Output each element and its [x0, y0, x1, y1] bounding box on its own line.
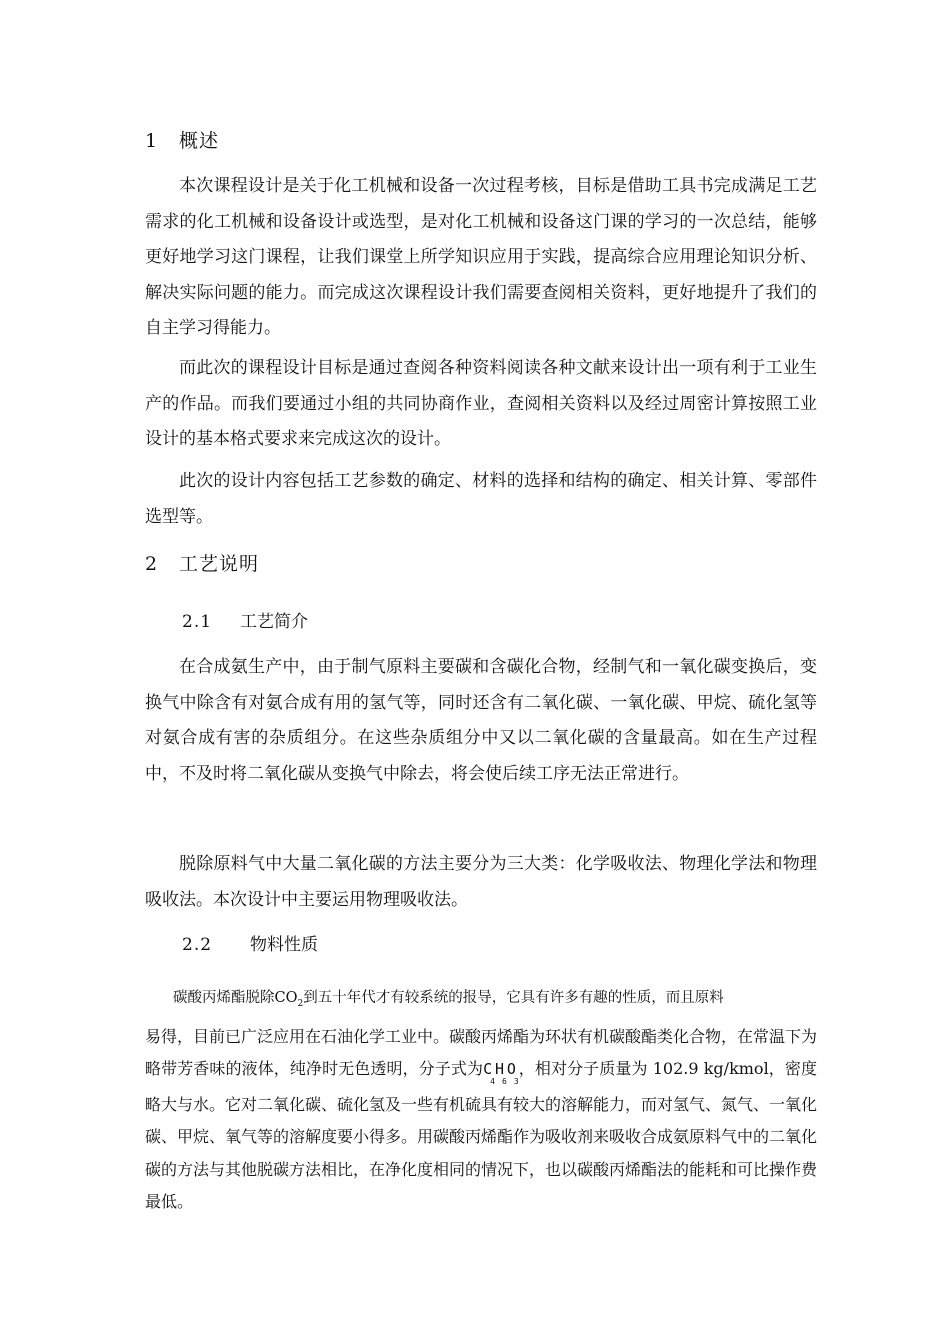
co2-formula: $CO_2$: [274, 990, 304, 1009]
subsection-number: 2.2: [182, 935, 213, 955]
paragraph: 在合成氨生产中，由于制气原料主要碳和含碳化合物，经制气和一氧化碳变换后，变换气中除含有对氨合成有用的氢气等，同时还含有二氧化碳、一氧化碳、甲烷、硫化氢等对氨合成有害的杂质组分。在这些杂质组分中又以二氧化碳的含量最高。如在生产过程中，不及时将二氧化碳从变换气中除去，将会使后续工序无法正常进行。: [145, 657, 817, 784]
paragraph: 此次的设计内容包括工艺参数的确定、材料的选择和结构的确定、相关计算、零部件选型等。: [145, 471, 817, 527]
paragraph-material-properties: 碳酸丙烯酯脱除$CO_2$到五十年代才有较系统的报导，它具有许多有趣的性质，而且原料 易得，目前已广泛应用在石油化学工业中。碳酸丙烯酯为环状有机碳酸酯类化合物，在常温下为略带芳香味的液体，纯净时无色透明，分子式为$C_4H_6O_3$，相对分子质量为 102.9 kg/kmol，密度略大与水。它对二氧化碳、硫化氢及一些有机硫具有较大的溶解能力，而对氢气、氮气、一氧化碳、甲烷、氧气等的溶解度要小得多。用碳酸丙烯酯作为吸收剂来吸收合成氨原料气中的二氧化碳的方法与其他脱碳方法相比，在净化度相同的情况下，也以碳酸丙烯酯法的能耗和可比操作费最低。: [145, 982, 817, 1219]
section-heading-1: [145, 126, 219, 153]
paragraph: 脱除原料气中大量二氧化碳的方法主要分为三大类：化学吸收法、物理化学法和物理吸收法。本次设计中主要运用物理吸收法。: [145, 854, 817, 910]
subsection-heading-2-2: [182, 930, 318, 955]
paragraph: 而此次的课程设计目标是通过查阅各种资料阅读各种文献来设计出一项有利于工业生产的作品。而我们要通过小组的共同协商作业，查阅相关资料以及经过周密计算按照工业设计的基本格式要求来完成这次的设计。: [145, 358, 817, 450]
section-heading-2: [145, 549, 259, 576]
subsection-title: 工艺简介: [240, 612, 308, 632]
paragraph-first-line: 碳酸丙烯酯脱除$CO_2$到五十年代才有较系统的报导，它具有许多有趣的性质，而且原料: [173, 990, 724, 1009]
molecular-formula: $C_4H_6O_3$: [483, 1060, 519, 1086]
paragraph: 本次课程设计是关于化工机械和设备一次过程考核，目标是借助工具书完成满足工艺需求的化工机械和设备设计或选型，是对化工机械和设备这门课的学习的一次总结，能够更好地学习这门课程，让我们课堂上所学知识应用于实践，提高综合应用理论知识分析、解决实际问题的能力。而完成这次课程设计我们需要查阅相关资料，更好地提升了我们的自主学习得能力。: [145, 176, 817, 339]
section-number: 2: [145, 553, 159, 575]
subsection-title: 物料性质: [250, 935, 318, 955]
subsection-number: 2.1: [182, 612, 213, 632]
subsection-heading-2-1: [182, 607, 308, 632]
section-title: 概述: [179, 130, 220, 152]
section-title: 工艺说明: [179, 553, 260, 575]
section-number: 1: [145, 130, 159, 152]
